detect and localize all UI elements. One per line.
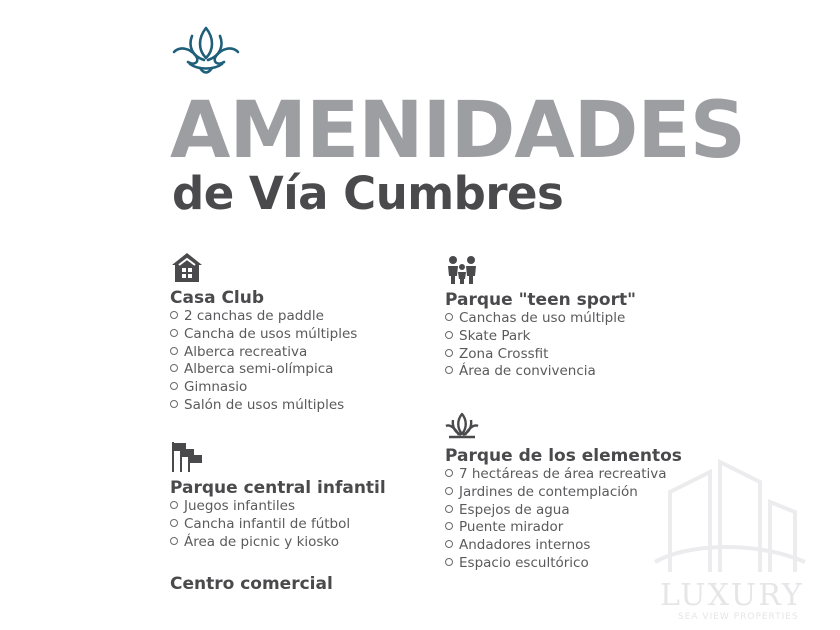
watermark-text: LUXURY [660,578,804,613]
list-item: Salón de usos múltiples [170,397,357,415]
amenity-list [170,498,386,551]
list-item: Cancha infantil de fútbol [170,516,386,534]
section-title: Parque "teen sport" [445,290,636,310]
amenity-list [445,466,682,573]
section-teen-sport [445,252,636,381]
list-item: Alberca recreativa [170,344,357,362]
list-item: Espacio escultórico [445,555,682,573]
flags-icon [170,440,204,474]
list-item: Skate Park [445,328,636,346]
lotus-logo-icon [170,22,242,76]
family-icon [445,252,479,286]
list-item: 2 canchas de paddle [170,308,357,326]
amenity-list [170,308,357,415]
section-title: Parque central infantil [170,478,386,498]
section-centro-comercial: Centro comercial [170,574,333,594]
section-title: Casa Club [170,288,265,308]
amenity-list [445,310,636,381]
page-title: AMENIDADES [170,86,745,176]
list-item: Cancha de usos múltiples [170,326,357,344]
section-title: Parque de los elementos [445,446,682,466]
list-item: Jardines de contemplación [445,484,682,502]
list-item: Puente mirador [445,519,682,537]
section-parque-central [170,440,386,551]
list-item: Área de convivencia [445,363,636,381]
list-item: Zona Crossfit [445,346,636,364]
list-item: Andadores internos [445,537,682,555]
section-elementos [445,408,682,573]
house-icon [170,250,204,284]
list-item: 7 hectáreas de área recreativa [445,466,682,484]
watermark-subtext: SEA VIEW PROPERTIES [678,612,799,622]
list-item: Gimnasio [170,379,357,397]
list-item: Canchas de uso múltiple [445,310,636,328]
list-item: Alberca semi-olímpica [170,361,357,379]
list-item: Juegos infantiles [170,498,386,516]
section-casa-club [170,250,357,415]
lotus-icon [445,408,479,442]
list-item: Área de picnic y kiosko [170,534,386,552]
list-item: Espejos de agua [445,502,682,520]
page-subtitle: de Vía Cumbres [172,167,564,220]
